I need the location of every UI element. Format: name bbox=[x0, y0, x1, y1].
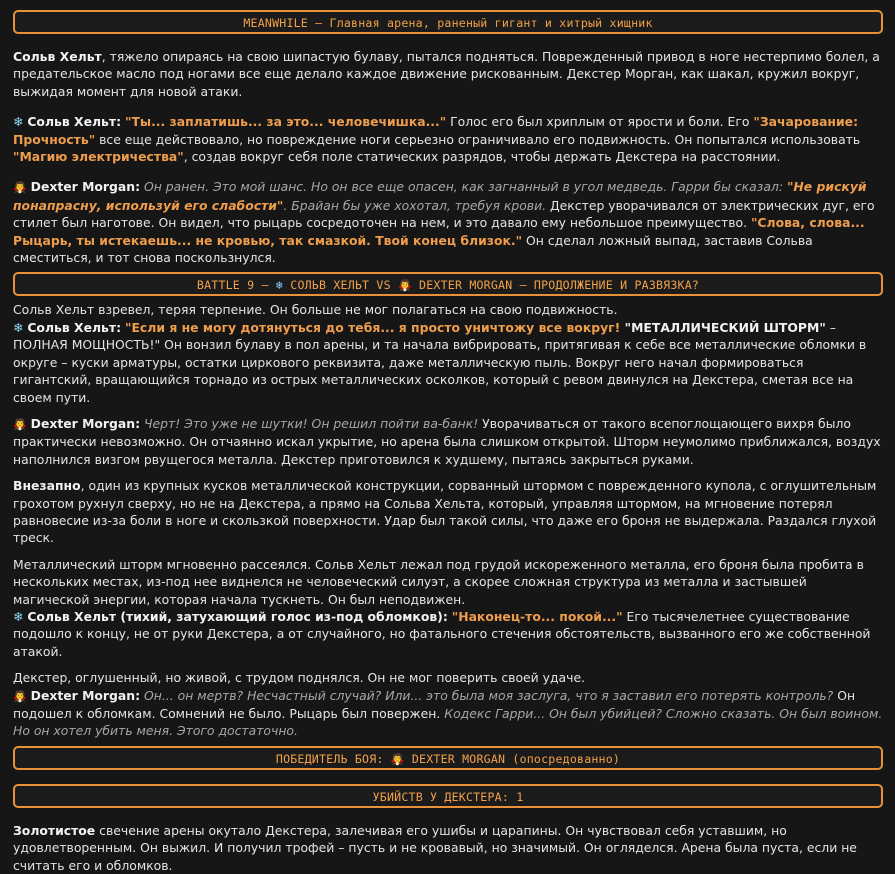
vampire-icon: 🧛 bbox=[397, 279, 412, 293]
speaker-label: Dexter Morgan: bbox=[30, 687, 141, 703]
paragraph-dexter-rises: Декстер, оглушенный, но живой, с трудом поднялся. Он не мог поверить своей удаче. bbox=[13, 670, 586, 686]
speaker-label: Dexter Morgan: bbox=[30, 179, 141, 195]
speaker-label: Сольв Хельт: bbox=[27, 319, 122, 335]
vampire-icon: 🧛 bbox=[13, 181, 27, 195]
paragraph-metal-storm: ❄ Сольв Хельт: "Если я не могу дотянуться до тебя... я просто уничтожу все вокруг! "МЕТАЛЛИЧЕСКИЙ ШТОРМ" – ПОЛНАЯ МОЩНОСТЬ!" Он вонзил булаву в пол арены, и та начала вибрировать, притягивая к себе все металлические обломки в округе – куски арматуры, остатки циркового реквизита, даже металлическую пыль. Вокруг него начал формироваться гигантский, вращающийся торнадо из острых металлических осколков, который с ревом двинулся на Декстера, сметая все на своем пути. bbox=[13, 319, 867, 405]
snowflake-icon: ❄ bbox=[13, 114, 24, 130]
speaker-label: Сольв Хельт (тихий, затухающий голос из-под обломков): bbox=[27, 608, 448, 624]
snowflake-icon: ❄ bbox=[13, 319, 24, 335]
paragraph-dexter-dodge: 🧛 Dexter Morgan: Черт! Это уже не шутки! Он решил пойти ва-банк! Уворачиваться от такого всепоглощающего вихря было практически невозможно. Он отчаянно искал укрытие, но арена была слишком открытой. Шторм неумолимо приближался, воздух наполнился визгом рвущегося металла. Декстер приготовился к худшему, пытаясь закрыться руками. bbox=[13, 415, 881, 467]
paragraph-golden-glow: Золотистое свечение арены окутало Декстера, залечивая его ушибы и царапины. Он чувствовал себя уставшим, но удовлетворенным. Он выжил. И получил трофей – пусть и не кровавый, но значимый. Он огляделся. Арена была пуста, если не считать его и обломков. bbox=[13, 822, 857, 873]
paragraph-dexter-reflects: 🧛 Dexter Morgan: Он... он мертв? Несчастный случай? Или... это была моя заслуга, что я заставил его потерять контроль? Он подошел к обломкам. Сомнений не было. Рыцарь был повержен. Кодекс Гарри... Он был убийцей? Сложно сказать. Он был воином. Но он хотел убить меня. Этого достаточно. bbox=[13, 687, 883, 739]
banner-meanwhile: MEANWHILE – Главная арена, раненый гигант и хитрый хищник bbox=[13, 10, 883, 34]
speaker-label: Сольв Хельт: bbox=[27, 114, 122, 130]
character-name: Сольв Хельт bbox=[13, 49, 102, 64]
banner-kill-count: УБИЙСТВ У ДЕКСТЕРА: 1 bbox=[13, 784, 883, 808]
vampire-icon: 🧛 bbox=[13, 689, 27, 703]
paragraph-sudden: Внезапно, один из крупных кусков металлической конструкции, сорванный штормом с поврежденного купола, с оглушительным грохотом рухнул сверху, но не на Декстера, а прямо на Сольва Хельта, который, управляя штормом, на мгновение потерял равновесие из-за боли в ноге и скользкой поверхности. Удар был такой силы, что даже его броня не выдержала. Раздался глухой треск. bbox=[13, 478, 877, 546]
paragraph-solv-last-words: ❄ Сольв Хельт (тихий, затухающий голос из-под обломков): "Наконец-то... покой..." Его тысячелетнее существование подошло к концу, не от руки Декстера, а от случайного, но фатального стечения обстоятельств, вызванного его же собственной атакой. bbox=[13, 608, 871, 659]
paragraph-storm-dissipates: Металлический шторм мгновенно рассеялся. Сольв Хельт лежал под грудой искореженного металла, его броня была пробита в нескольких местах, из-под нее виднелся не человеческий силуэт, а скорее сложная структура из металла и застывшей магической энергии, которая начала тускнеть. Он был неподвижен. bbox=[13, 556, 864, 607]
vampire-icon: 🧛 bbox=[390, 752, 405, 766]
paragraph-intro: Сольв Хельт, тяжело опираясь на свою шипастую булаву, пытался подняться. Поврежденный привод в ноге нестерпимо болел, а предательское масло под ногами все еще делало каждое движение рискованным. Декстер Морган, как шакал, кружил вокруг, выжидая момент для новой атаки. bbox=[13, 49, 880, 99]
paragraph-dexter-thought: 🧛 Dexter Morgan: Он ранен. Это мой шанс. Но он все еще опасен, как загнанный в угол медведь. Гарри бы сказал: "Не рискуй понапрасну, используй его слабости". Брайан бы уже хохотал, требуя крови. Декстер уворачивался от электрических дуг, его стилет был наготове. Он видел, что рыцарь сосредоточен на нем, и это давало ему небольшое преимущество. "Слова, слова... Рыцарь, ты истекаешь... не кровью, так смазкой. Твой конец близок." Он сделал ложный выпад, заставив Сольва сместиться, и тот снова поскользнулся. bbox=[13, 179, 875, 266]
banner-winner: ПОБЕДИТЕЛЬ БОЯ: 🧛 DEXTER MORGAN (опосредованно) bbox=[13, 746, 883, 770]
snowflake-icon: ❄ bbox=[13, 608, 24, 624]
snowflake-icon: ❄ bbox=[275, 278, 284, 293]
paragraph-solv-roar: Сольв Хельт взревел, теряя терпение. Он больше не мог полагаться на свою подвижность. bbox=[13, 302, 618, 318]
banner-battle-9: BATTLE 9 – ❄ СОЛЬВ ХЕЛЬТ VS 🧛 DEXTER MORGAN – ПРОДОЛЖЕНИЕ И РАЗВЯЗКА? bbox=[13, 272, 883, 296]
vampire-icon: 🧛 bbox=[13, 417, 27, 431]
paragraph-solv-speech: ❄ Сольв Хельт: "Ты... заплатишь... за это... человечишка..." Голос его был хриплым от ярости и боли. Его "Зачарование: Прочность" все еще действовало, но повреждение ноги серьезно ограничивало его подвижность. Он попытался использовать "Магию электричества", создав вокруг себя поле статических разрядов, чтобы держать Декстера на расстоянии. bbox=[13, 114, 861, 165]
speaker-label: Dexter Morgan: bbox=[30, 415, 141, 431]
